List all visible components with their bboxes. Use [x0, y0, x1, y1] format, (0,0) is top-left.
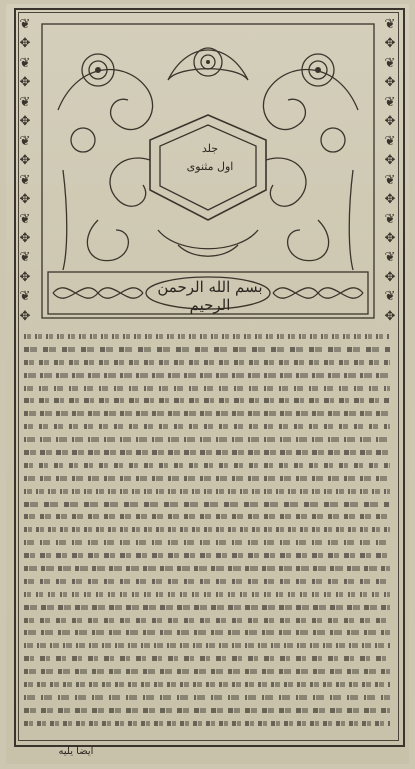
volume-label: جلد: [201, 142, 219, 155]
text-line: [24, 498, 390, 511]
text-line: [24, 382, 390, 395]
text-line: [24, 588, 390, 601]
text-line: [24, 626, 390, 639]
text-line: [24, 369, 390, 382]
volume-title-badge: [175, 140, 245, 176]
text-line: [24, 704, 390, 717]
text-line: [24, 510, 390, 523]
text-line: [24, 549, 390, 562]
left-floral-ornament: ❦ ✥ ❦ ✥ ❦ ✥ ❦ ✥ ❦ ✥ ❦ ✥ ❦ ✥ ❦ ✥: [19, 17, 31, 324]
text-line: [24, 536, 390, 549]
text-line: [24, 523, 390, 536]
text-line: [24, 343, 390, 356]
text-line: [24, 639, 390, 652]
text-line: [24, 691, 390, 704]
text-line: [24, 614, 390, 627]
text-line: [24, 459, 390, 472]
text-line: [24, 472, 390, 485]
text-line: [24, 652, 390, 665]
right-floral-ornament: ❦ ✥ ❦ ✥ ❦ ✥ ❦ ✥ ❦ ✥ ❦ ✥ ❦ ✥ ❦ ✥: [384, 17, 396, 324]
text-line: [24, 678, 390, 691]
catchword: ایضا یلیه: [58, 746, 94, 757]
body-text-block: [24, 330, 390, 730]
text-line: [24, 420, 390, 433]
text-line: [24, 575, 390, 588]
text-line: [24, 485, 390, 498]
text-line: [24, 665, 390, 678]
basmala-inscription: بسم الله الرحمن الرحیم: [157, 278, 263, 314]
text-line: [24, 601, 390, 614]
text-line: [24, 394, 390, 407]
text-line: [24, 562, 390, 575]
text-line: [24, 356, 390, 369]
text-line: [24, 330, 390, 343]
text-line: [24, 717, 390, 730]
text-line: [24, 446, 390, 459]
volume-title: اول مثنوی: [186, 160, 234, 173]
text-line: [24, 433, 390, 446]
text-line: [24, 407, 390, 420]
